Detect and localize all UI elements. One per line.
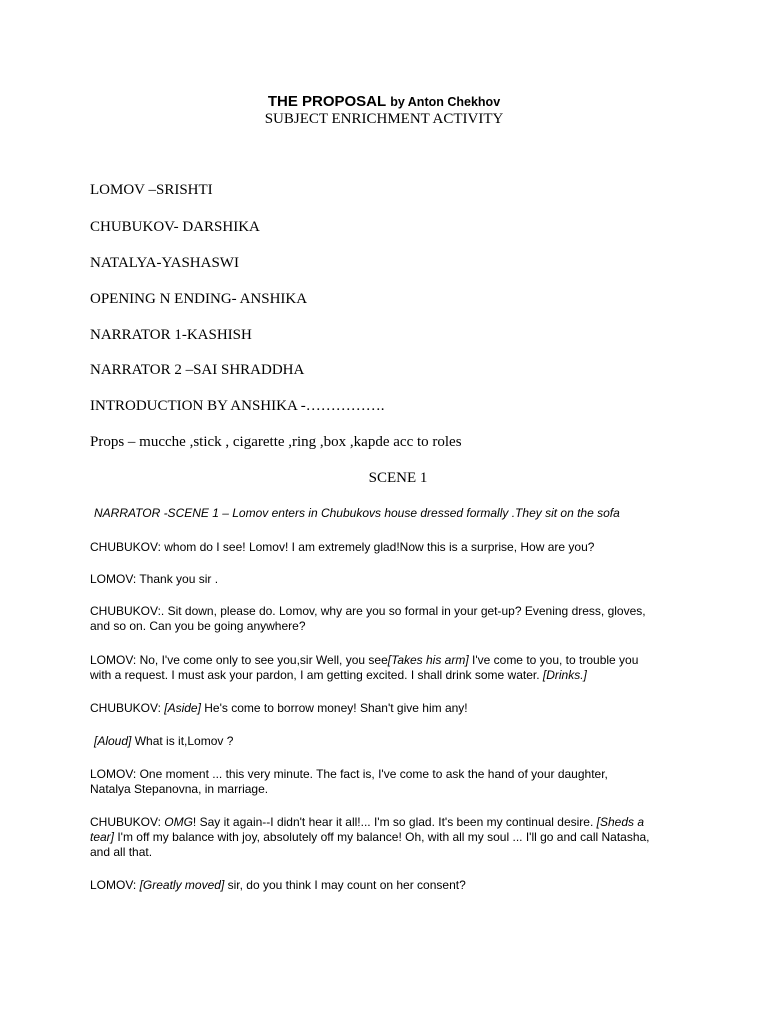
- dialogue-line-8-c: and all that.: [90, 845, 153, 859]
- stage-direction-aloud: [Aloud]: [94, 734, 132, 748]
- cast-natalya: NATALYA-YASHASWI: [90, 255, 239, 271]
- cast-opening-ending: OPENING N ENDING- ANSHIKA: [90, 291, 308, 307]
- line-4-text-1: LOMOV: No, I've come only to see you,sir Well, you see: [90, 653, 388, 667]
- dialogue-line-6: [94, 734, 694, 749]
- stage-direction-sheds-tear-1: [Sheds a: [596, 815, 645, 829]
- cast-narrator-1: NARRATOR 1-KASHISH: [90, 327, 252, 343]
- document-subtitle: SUBJECT ENRICHMENT ACTIVITY: [264, 111, 504, 127]
- cast-lomov: LOMOV –SRISHTI: [90, 182, 213, 198]
- dialogue-line-4-b: [90, 668, 690, 683]
- dialogue-line-7-a: LOMOV: One moment ... this very minute. The fact is, I've come to ask the hand of your daughter,: [90, 767, 608, 781]
- line-5-text: He's come to borrow money! Shan't give him any!: [200, 701, 468, 715]
- dialogue-line-3-b: and so on. Can you be going anywhere?: [90, 619, 306, 633]
- speaker-chubukov: CHUBUKOV:: [90, 701, 165, 715]
- dialogue-line-8-a: [90, 815, 690, 830]
- dialogue-line-1: CHUBUKOV: whom do I see! Lomov! I am extremely glad!Now this is a surprise, How are you?: [90, 540, 595, 554]
- speaker-chubukov-2: CHUBUKOV:: [90, 815, 165, 829]
- scene-heading: SCENE 1: [368, 470, 428, 486]
- stage-direction-sheds-tear-2: tear]: [90, 830, 115, 844]
- dialogue-line-7: [90, 767, 690, 797]
- speaker-lomov: LOMOV:: [90, 878, 140, 892]
- props-list: Props – mucche ,stick , cigarette ,ring ,box ,kapde acc to roles: [90, 434, 462, 450]
- scene-narration: NARRATOR -SCENE 1 – Lomov enters in Chubukovs house dressed formally .They sit on the sofa: [94, 506, 620, 520]
- dialogue-line-9: [90, 878, 690, 893]
- play-title: THE PROPOSAL: [267, 93, 387, 110]
- line-8-text-1: ! Say it again--I didn't hear it all!... I'm so glad. It's been my continual desire.: [192, 815, 597, 829]
- dialogue-line-8-b: [90, 830, 690, 845]
- dialogue-line-4: [90, 653, 690, 683]
- cast-narrator-2: NARRATOR 2 –SAI SHRADDHA: [90, 362, 305, 378]
- line-8-text-2: I'm off my balance with joy, absolutely off my balance! Oh, with all my soul ... I'll go and call Natasha,: [114, 830, 650, 844]
- line-4-text-2: I've come to you, to trouble you: [468, 653, 639, 667]
- line-6-text: What is it,Lomov ?: [131, 734, 234, 748]
- play-author: by Anton Chekhov: [390, 95, 501, 109]
- exclamation-omg: OMG: [164, 815, 193, 829]
- dialogue-line-5: [90, 701, 690, 716]
- dialogue-line-8: [90, 815, 690, 860]
- dialogue-line-7-b: Natalya Stepanovna, in marriage.: [90, 782, 269, 796]
- stage-direction-greatly-moved: [Greatly moved]: [139, 878, 225, 892]
- cast-chubukov: CHUBUKOV- DARSHIKA: [90, 219, 260, 235]
- dialogue-line-3-a: CHUBUKOV:. Sit down, please do. Lomov, why are you so formal in your get-up? Evening dress, gloves,: [90, 604, 646, 618]
- cast-introduction: INTRODUCTION BY ANSHIKA -…………….: [90, 398, 385, 414]
- line-4-text-3: with a request. I must ask your pardon, I am getting excited. I shall drink some water.: [90, 668, 543, 682]
- line-9-text: sir, do you think I may count on her consent?: [224, 878, 466, 892]
- dialogue-line-2: LOMOV: Thank you sir .: [90, 572, 219, 586]
- dialogue-line-3: [90, 604, 690, 634]
- document-title: [0, 93, 768, 111]
- stage-direction-aside: [Aside]: [164, 701, 201, 715]
- stage-direction-drinks: [Drinks.]: [542, 668, 587, 682]
- stage-direction-takes-arm: [Takes his arm]: [387, 653, 469, 667]
- dialogue-line-4-a: [90, 653, 690, 668]
